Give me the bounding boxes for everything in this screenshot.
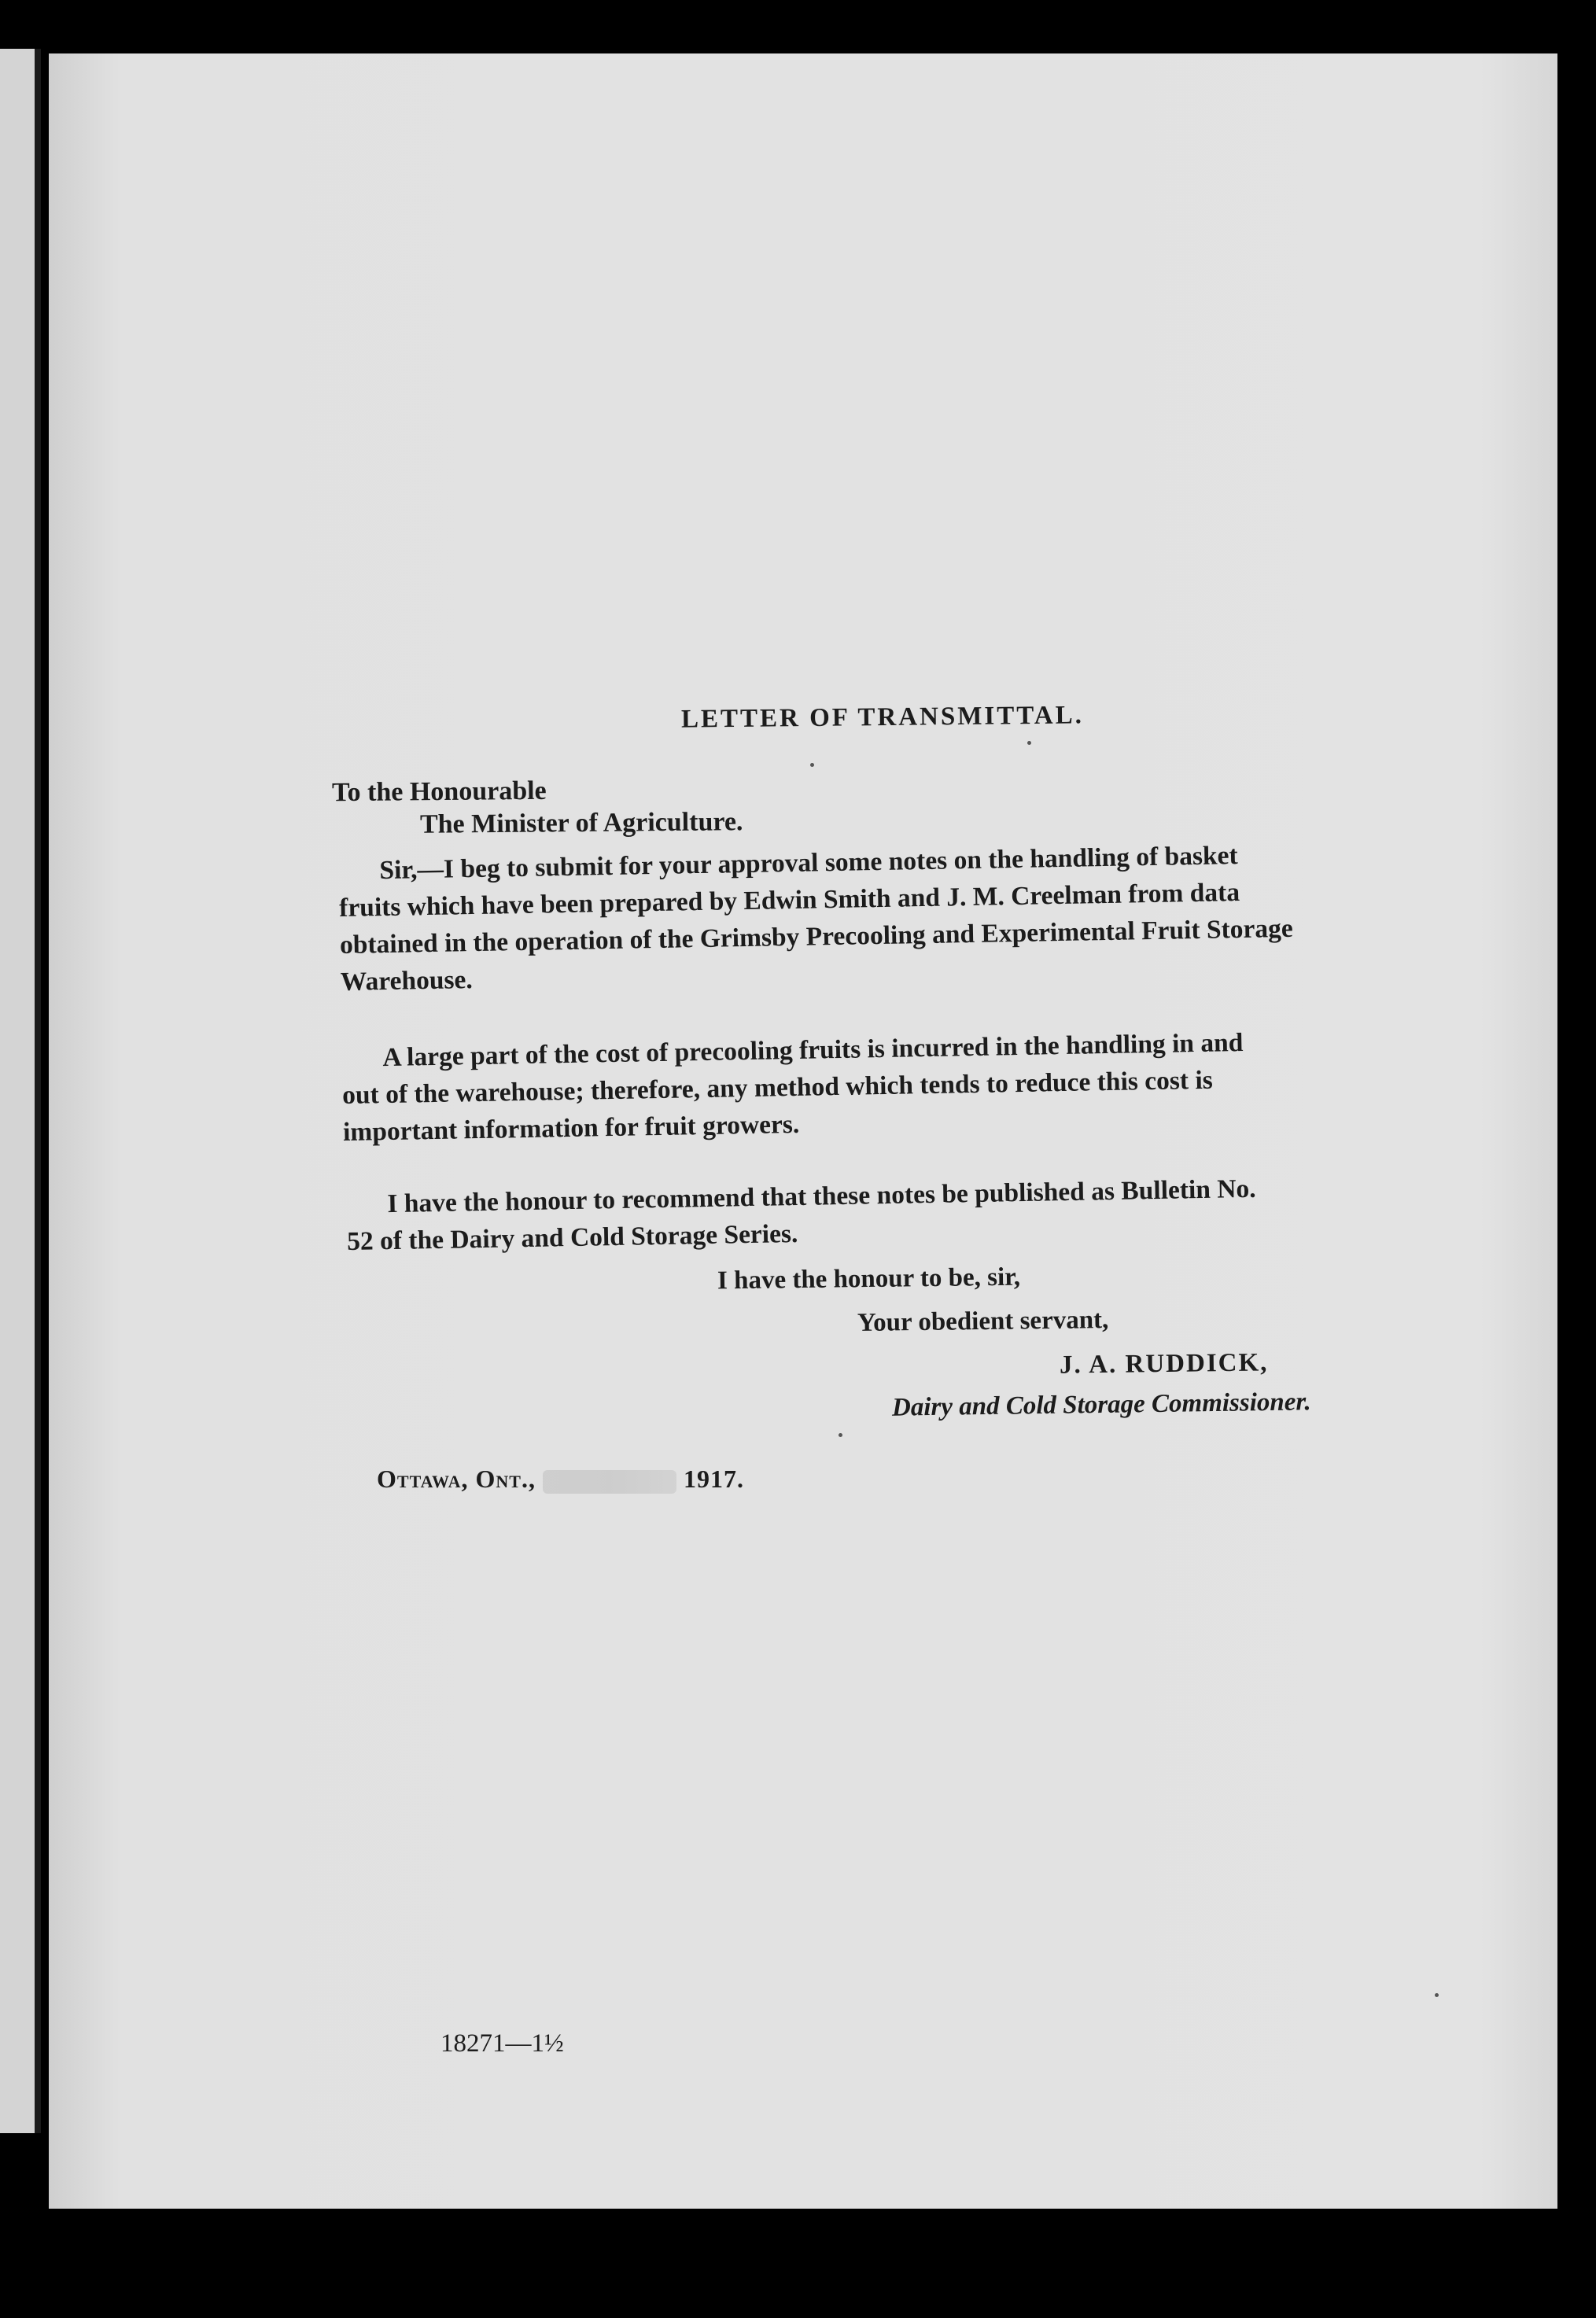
paragraph-line: I have the honour to recommend that these notes be published as Bulletin No.	[387, 1174, 1256, 1219]
place-date-line	[377, 1465, 744, 1494]
salutation-line-1: To the Honourable	[331, 776, 547, 808]
page-gutter	[35, 49, 41, 2133]
paragraph-line: Sir,—I beg to submit for your approval some notes on the handling of basket	[379, 841, 1238, 886]
ink-speck	[1435, 1993, 1439, 1997]
paragraph-line: Warehouse.	[340, 965, 473, 997]
closing-line-1: I have the honour to be, sir,	[717, 1262, 1021, 1295]
paragraph-cost	[341, 1020, 1460, 1151]
signature-title: Dairy and Cold Storage Commissioner.	[891, 1387, 1311, 1422]
closing-line-2: Your obedient servant,	[857, 1306, 1109, 1337]
ink-speck	[839, 1433, 842, 1437]
paragraph-line: fruits which have been prepared by Edwin Smith and J. M. Creelman from data	[338, 878, 1240, 923]
paragraph-recommendation	[346, 1166, 1464, 1260]
illegible-month-smudge	[543, 1470, 676, 1494]
previous-page-edge	[0, 49, 35, 2133]
salutation-line-2: The Minister of Agriculture.	[419, 807, 743, 839]
document-page	[49, 53, 1557, 2209]
paragraph-line: 52 of the Dairy and Cold Storage Series.	[346, 1218, 798, 1256]
place-year: 1917.	[683, 1465, 744, 1493]
letter-title: LETTER OF TRANSMITTAL.	[680, 701, 1085, 734]
place-text: Ottawa, Ont.,	[377, 1465, 543, 1493]
paragraph-line: out of the warehouse; therefore, any method which tends to reduce this cost is	[341, 1065, 1214, 1110]
ink-speck	[1027, 741, 1031, 745]
paragraph-line: important information for fruit growers.	[342, 1109, 800, 1147]
paragraph-line: obtained in the operation of the Grimsby Precooling and Experimental Fruit Storage	[339, 913, 1294, 960]
ink-speck	[810, 763, 814, 767]
signature-code: 18271—1½	[440, 2029, 564, 2058]
paragraph-line: A large part of the cost of precooling fruits is incurred in the handling in and	[382, 1027, 1244, 1073]
paragraph-submission	[338, 833, 1458, 1001]
signature-name: J. A. RUDDICK,	[1059, 1348, 1269, 1380]
